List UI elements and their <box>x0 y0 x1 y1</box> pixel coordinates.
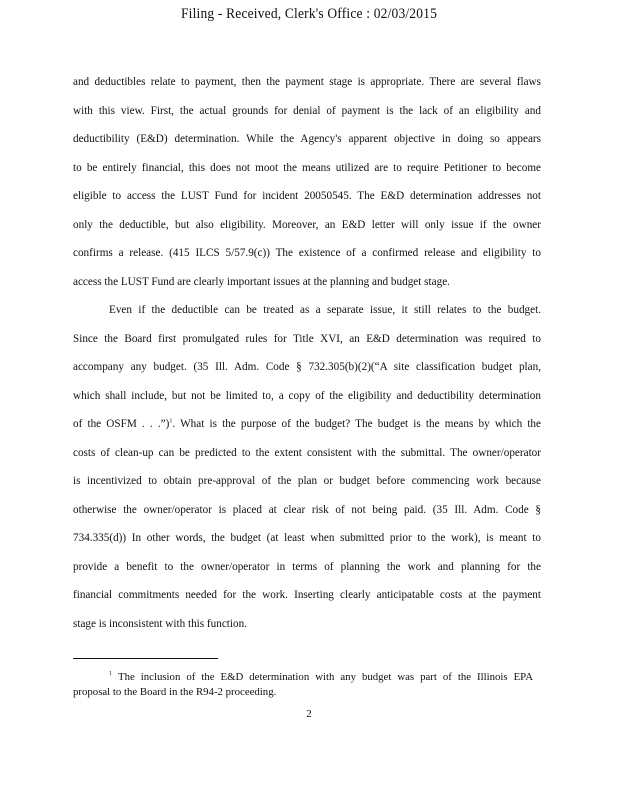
text-line: otherwise the owner/operator is placed at clear risk of not being paid. (35 Ill. Adm. Code § <box>73 503 541 516</box>
footnote-mark: 1 <box>109 671 112 678</box>
text-line: provide a benefit to the owner/operator in terms of planning the work and planning for the <box>73 560 541 573</box>
page-number: 2 <box>306 708 312 720</box>
text-line: to be entirely financial, this does not moot the means utilized are to require Petitioner to become <box>73 161 541 174</box>
text-line: eligible to access the LUST Fund for incident 20050545. The E&D determination addresses not <box>73 190 541 202</box>
text-line: costs of clean-up can be predicted to the extent consistent with the submittal. The owner/operator <box>73 446 541 459</box>
text-line: financial commitments needed for the work. Inserting clearly anticipatable costs at the payment <box>73 589 541 601</box>
text-fragment: of the OSFM . . .”) <box>73 418 170 430</box>
footnote-divider <box>73 658 218 659</box>
text-line: which shall include, but not be limited to, a copy of the eligibility and deductibility determination <box>73 389 541 402</box>
text-line: deductibility (E&D) determination. While the Agency's apparent objective in doing so appears <box>73 133 541 145</box>
footnote-text: The inclusion of the E&D determination with any budget was part of the Illinois EPA <box>118 671 533 683</box>
text-line: access the LUST Fund are clearly important issues at the planning and budget stage. <box>73 275 450 288</box>
text-line: and deductibles relate to payment, then the payment stage is appropriate. There are several flaws <box>73 76 541 88</box>
text-line-with-footnote <box>73 410 541 439</box>
text-line: stage is inconsistent with this function. <box>73 617 248 630</box>
body-text <box>73 68 541 638</box>
filing-header: Filing - Received, Clerk's Office : 02/03/2015 <box>180 6 438 22</box>
footnote-line: proposal to the Board in the R94-2 proceeding. <box>73 686 277 698</box>
text-fragment: . What is the purpose of the budget? The budget is the means by which the <box>172 418 541 430</box>
text-line: accompany any budget. (35 Ill. Adm. Code § 732.305(b)(2)(“A site classification budget plan, <box>73 361 541 373</box>
text-line: 734.335(d)) In other words, the budget (at least when submitted prior to the work), is meant to <box>73 532 541 544</box>
footnote-line <box>73 670 533 685</box>
text-line: is incentivized to obtain pre-approval of the plan or budget before commencing work because <box>73 475 541 487</box>
footnote <box>73 670 533 700</box>
text-line: with this view. First, the actual grounds for denial of payment is the lack of an eligibility and <box>73 104 541 117</box>
footnote-reference: 1 <box>169 418 173 425</box>
text-line: only the deductible, but also eligibility. Moreover, an E&D letter will only issue if the owner <box>73 218 541 231</box>
text-line: confirms a release. (415 ILCS 5/57.9(c)) The existence of a confirmed release and eligibility to <box>73 247 541 259</box>
text-line: Since the Board first promulgated rules for Title XVI, an E&D determination was required to <box>73 332 541 345</box>
text-line: Even if the deductible can be treated as a separate issue, it still relates to the budget. <box>109 304 541 316</box>
